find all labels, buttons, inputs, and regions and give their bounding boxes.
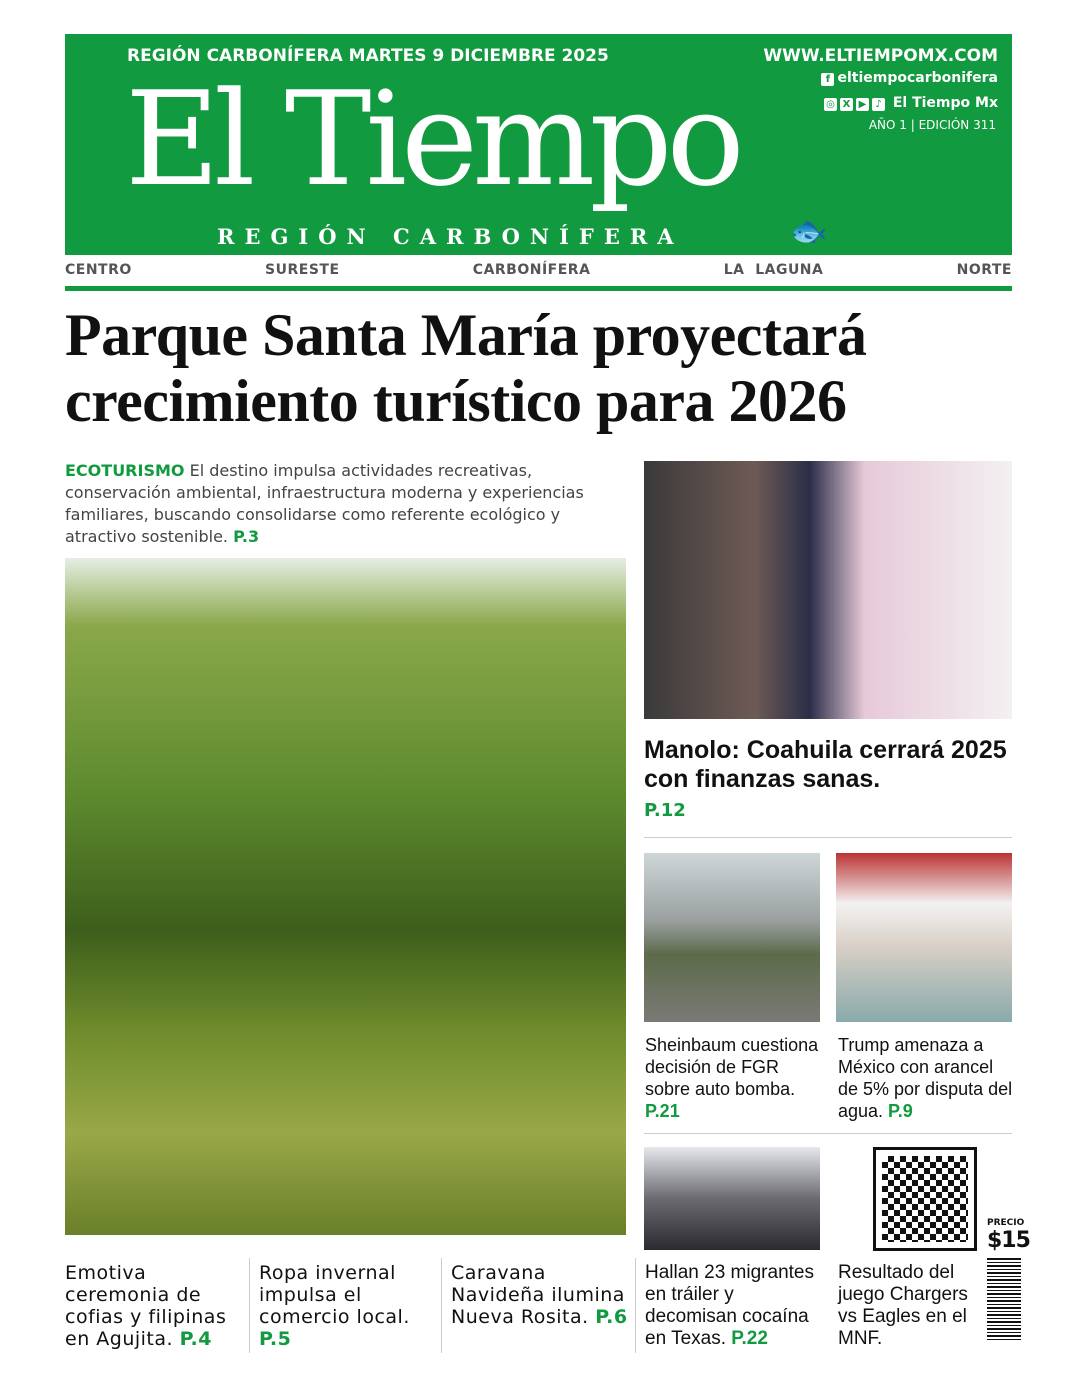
x-icon: X (840, 98, 853, 111)
qr-code[interactable] (876, 1150, 974, 1248)
youtube-icon: ▶ (856, 98, 869, 111)
story-text (838, 1034, 1016, 1122)
divider (644, 1133, 1012, 1134)
divider (644, 837, 1012, 838)
fish-logo-icon: 🐟 (790, 214, 828, 249)
nav-sureste[interactable]: SURESTE (265, 262, 340, 278)
nav-la-laguna[interactable]: LA LAGUNA (723, 262, 824, 278)
divider (249, 1258, 250, 1353)
main-headline: Parque Santa María proyectará crecimiento turístico para 2026 (65, 302, 867, 434)
story-text-body: Ropa invernal impulsa el comercio local. (259, 1262, 410, 1328)
price (987, 1218, 1030, 1253)
story-text-body: Caravana Navideña ilumina Nueva Rosita. (451, 1262, 625, 1328)
dateline: REGIÓN CARBONÍFERA MARTES 9 DICIEMBRE 2025 (127, 46, 609, 66)
story-block (644, 736, 1012, 821)
lede-text: El destino impulsa actividades recreativas, conservación ambiental, infraestructura moderna y experiencias familiares, buscando consolidarse como referente ecológico y atractivo sostenible. (65, 461, 584, 546)
divider (65, 286, 1012, 291)
facebook-icon: f (821, 73, 834, 86)
page-ref: P.12 (644, 800, 686, 821)
story-text-body: Emotiva ceremonia de cofias y filipinas en Agujita. (65, 1262, 227, 1350)
website-link[interactable]: WWW.ELTIEMPOMX.COM (763, 46, 998, 66)
bottom-story (451, 1262, 633, 1328)
page-ref: P.22 (731, 1328, 768, 1349)
bottom-story (838, 1262, 983, 1350)
page-ref: P.9 (888, 1101, 913, 1121)
page-ref: P.4 (179, 1328, 212, 1350)
story-title: Manolo: Coahuila cerrará 2025 con finanzas sanas. (644, 736, 1007, 793)
tiktok-icon: ♪ (872, 98, 885, 111)
bottom-story (259, 1262, 441, 1350)
section-nav (65, 262, 1012, 278)
nav-carbonifera[interactable]: CARBONÍFERA (472, 262, 591, 278)
kicker: ECOTURISMO (65, 461, 185, 480)
divider (441, 1258, 442, 1353)
divider (635, 1258, 636, 1353)
price-value: $15 (987, 1228, 1030, 1253)
story-text-body: Sheinbaum cuestiona decisión de FGR sobre auto bomba. (645, 1035, 819, 1099)
bottom-story (645, 1262, 823, 1350)
social-links[interactable] (824, 95, 998, 111)
story-text-body: Hallan 23 migrantes en tráiler y decomisan cocaína en Texas. (645, 1262, 814, 1349)
masthead (65, 34, 1012, 255)
story-text-body: Trump amenaza a México con arancel de 5% por disputa del agua. (838, 1035, 1013, 1121)
lede (65, 460, 625, 548)
page-ref: P.5 (259, 1328, 292, 1350)
facebook-handle: eltiempocarbonifera (837, 70, 998, 86)
price-label: PRECIO (987, 1218, 1025, 1228)
social-handle: El Tiempo Mx (892, 95, 998, 111)
barcode (987, 1258, 1021, 1340)
story-photo (644, 1147, 820, 1250)
story-photo (644, 853, 820, 1022)
bottom-story (65, 1262, 247, 1350)
story-text-body: Resultado del juego Chargers vs Eagles en el MNF. (838, 1262, 968, 1349)
facebook-link[interactable] (821, 70, 998, 86)
page-ref: P.3 (233, 527, 260, 546)
instagram-icon: ◎ (824, 98, 837, 111)
story-text (645, 1034, 823, 1122)
page-ref: P.6 (595, 1306, 628, 1328)
nav-norte[interactable]: NORTE (956, 262, 1012, 278)
story-photo (644, 461, 1012, 719)
logo: El Tiempo (125, 63, 739, 215)
main-photo (65, 558, 626, 1235)
edition-info: AÑO 1 | EDICIÓN 311 (868, 118, 996, 132)
nav-centro[interactable]: CENTRO (65, 262, 132, 278)
logo-subtitle: REGIÓN CARBONÍFERA (217, 224, 684, 249)
story-photo (836, 853, 1012, 1022)
page-ref: P.21 (645, 1101, 680, 1121)
